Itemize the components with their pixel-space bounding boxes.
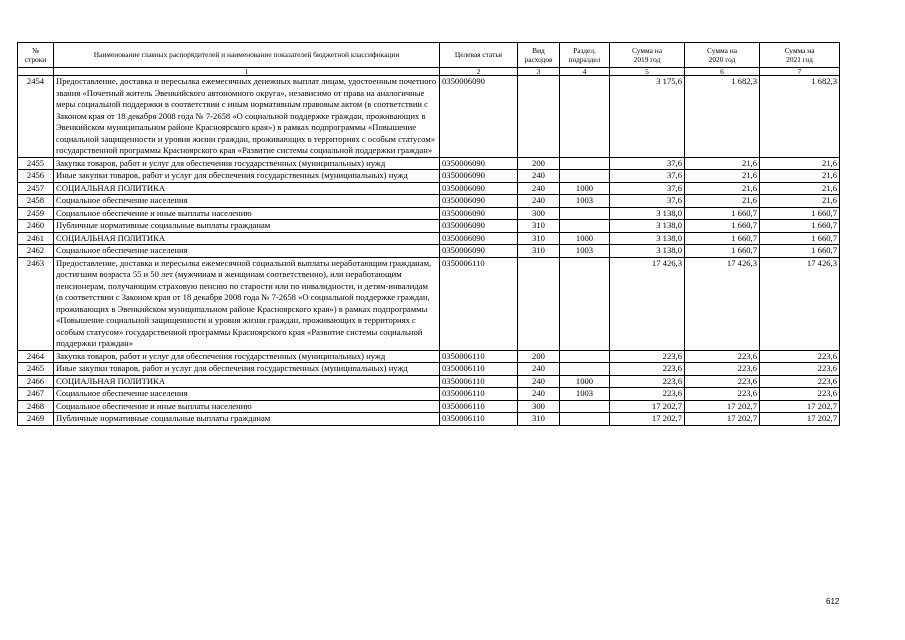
expense-type-cell: 240: [518, 195, 560, 208]
sum-2021-cell: 1 682,3: [760, 76, 840, 158]
sum-2019-cell: 3 138,0: [610, 220, 685, 233]
row-number-cell: 2456: [18, 170, 54, 183]
column-number: 4: [560, 68, 610, 76]
row-name-cell: Закупка товаров, работ и услуг для обеспечения государственных (муниципальных) нужд: [54, 350, 440, 363]
section-cell: 1000: [560, 232, 610, 245]
sum-2020-cell: 223,6: [685, 388, 760, 401]
table-row: [18, 170, 840, 183]
target-article-cell: 0350006090: [440, 245, 518, 258]
page-number: 612: [826, 597, 840, 606]
column-number: 6: [685, 68, 760, 76]
column-number: 1: [54, 68, 440, 76]
row-number-cell: 2461: [18, 232, 54, 245]
row-name-cell: СОЦИАЛЬНАЯ ПОЛИТИКА: [54, 375, 440, 388]
sum-2021-cell: 1 660,7: [760, 245, 840, 258]
sum-2021-cell: 21,6: [760, 170, 840, 183]
sum-2021-cell: 1 660,7: [760, 232, 840, 245]
table-row: [18, 400, 840, 413]
table-row: [18, 245, 840, 258]
sum-2021-cell: 223,6: [760, 388, 840, 401]
sum-2020-cell: 21,6: [685, 170, 760, 183]
row-number-cell: 2464: [18, 350, 54, 363]
section-cell: [560, 76, 610, 158]
expense-type-cell: 300: [518, 400, 560, 413]
sum-2021-cell: 223,6: [760, 375, 840, 388]
budget-table: [17, 42, 840, 426]
sum-2021-cell: 17 426,3: [760, 257, 840, 350]
section-cell: [560, 220, 610, 233]
header-target-article: Целевая статья: [440, 43, 518, 68]
sum-2020-cell: 1 660,7: [685, 245, 760, 258]
sum-2019-cell: 3 138,0: [610, 245, 685, 258]
sum-2020-cell: 223,6: [685, 363, 760, 376]
row-name-cell: Иные закупки товаров, работ и услуг для обеспечения государственных (муниципальных) нужд: [54, 363, 440, 376]
sum-2019-cell: 3 138,0: [610, 207, 685, 220]
target-article-cell: 0350006090: [440, 220, 518, 233]
expense-type-cell: [518, 257, 560, 350]
column-numbers-row: [18, 68, 840, 76]
sum-2020-cell: 21,6: [685, 182, 760, 195]
row-number-cell: 2466: [18, 375, 54, 388]
expense-type-cell: 200: [518, 157, 560, 170]
expense-type-cell: 310: [518, 220, 560, 233]
target-article-cell: 0350006090: [440, 232, 518, 245]
row-name-cell: Иные закупки товаров, работ и услуг для обеспечения государственных (муниципальных) нужд: [54, 170, 440, 183]
header-name: Наименование главных распорядителей и наименование показателей бюджетной классификации: [54, 43, 440, 68]
sum-2021-cell: 17 202,7: [760, 413, 840, 426]
section-cell: 1003: [560, 195, 610, 208]
section-cell: [560, 257, 610, 350]
sum-2019-cell: 37,6: [610, 170, 685, 183]
sum-2019-cell: 223,6: [610, 363, 685, 376]
sum-2021-cell: 21,6: [760, 182, 840, 195]
target-article-cell: 0350006110: [440, 350, 518, 363]
table-body: [18, 76, 840, 426]
row-name-cell: Социальное обеспечение населения: [54, 388, 440, 401]
column-number: 3: [518, 68, 560, 76]
target-article-cell: 0350006110: [440, 400, 518, 413]
sum-2021-cell: 17 202,7: [760, 400, 840, 413]
sum-2020-cell: 1 660,7: [685, 220, 760, 233]
sum-2019-cell: 223,6: [610, 375, 685, 388]
table-row: [18, 388, 840, 401]
sum-2020-cell: 17 202,7: [685, 413, 760, 426]
section-cell: [560, 363, 610, 376]
row-name-cell: Предоставление, доставка и пересылка ежемесячной социальной выплаты неработающим гражданам, достигшим возраста 55 и 50 лет (мужчинам и женщинам соответственно), или неработающим пенсионерам, получающим страховую пенсию по старости или по инвалидности, и детям-инвалидам (в соответствии с Законом края от 18 декабря 2008 года № 7-2658 «О социальной поддержке граждан, проживающих в Эвенкийском муниципальном районе Красноярского края») в рамках подпрограммы «Повышение социальной защищенности и уровня жизни граждан, проживающих в территориях с особым статусом» государственной программы Красноярского края «Развитие системы социальной поддержки граждан»: [54, 257, 440, 350]
row-name-cell: Социальное обеспечение и иные выплаты населению: [54, 400, 440, 413]
row-number-cell: 2459: [18, 207, 54, 220]
expense-type-cell: 240: [518, 388, 560, 401]
sum-2019-cell: 37,6: [610, 195, 685, 208]
row-number-cell: 2469: [18, 413, 54, 426]
section-cell: [560, 157, 610, 170]
header-expense-type: Вид расходов: [518, 43, 560, 68]
section-cell: 1000: [560, 375, 610, 388]
expense-type-cell: 240: [518, 182, 560, 195]
table-row: [18, 363, 840, 376]
sum-2021-cell: 223,6: [760, 350, 840, 363]
sum-2021-cell: 1 660,7: [760, 207, 840, 220]
target-article-cell: 0350006090: [440, 76, 518, 158]
section-cell: [560, 400, 610, 413]
expense-type-cell: 310: [518, 245, 560, 258]
header-sum-2021: Сумма на 2021 год: [760, 43, 840, 68]
table-row: [18, 375, 840, 388]
sum-2019-cell: 37,6: [610, 182, 685, 195]
section-cell: [560, 350, 610, 363]
expense-type-cell: [518, 76, 560, 158]
row-name-cell: СОЦИАЛЬНАЯ ПОЛИТИКА: [54, 232, 440, 245]
sum-2019-cell: 223,6: [610, 388, 685, 401]
table-row: [18, 76, 840, 158]
expense-type-cell: 240: [518, 375, 560, 388]
row-name-cell: Социальное обеспечение населения: [54, 195, 440, 208]
column-number: 7: [760, 68, 840, 76]
section-cell: [560, 413, 610, 426]
row-name-cell: СОЦИАЛЬНАЯ ПОЛИТИКА: [54, 182, 440, 195]
row-number-cell: 2467: [18, 388, 54, 401]
expense-type-cell: 300: [518, 207, 560, 220]
sum-2020-cell: 223,6: [685, 350, 760, 363]
row-name-cell: Социальное обеспечение и иные выплаты населению: [54, 207, 440, 220]
sum-2019-cell: 17 202,7: [610, 413, 685, 426]
section-cell: 1003: [560, 388, 610, 401]
row-number-cell: 2460: [18, 220, 54, 233]
row-number-cell: 2465: [18, 363, 54, 376]
target-article-cell: 0350006110: [440, 375, 518, 388]
row-number-cell: 2455: [18, 157, 54, 170]
row-number-cell: 2468: [18, 400, 54, 413]
row-number-cell: 2458: [18, 195, 54, 208]
target-article-cell: 0350006110: [440, 257, 518, 350]
sum-2021-cell: 223,6: [760, 363, 840, 376]
row-name-cell: Социальное обеспечение населения: [54, 245, 440, 258]
target-article-cell: 0350006090: [440, 195, 518, 208]
table-row: [18, 182, 840, 195]
target-article-cell: 0350006110: [440, 388, 518, 401]
target-article-cell: 0350006090: [440, 207, 518, 220]
table-row: [18, 195, 840, 208]
expense-type-cell: 240: [518, 363, 560, 376]
expense-type-cell: 310: [518, 413, 560, 426]
sum-2019-cell: 3 138,0: [610, 232, 685, 245]
sum-2020-cell: 1 660,7: [685, 207, 760, 220]
header-section: Раздел, подраздел: [560, 43, 610, 68]
header-sum-2019: Сумма на 2019 год: [610, 43, 685, 68]
column-number: 5: [610, 68, 685, 76]
row-number-cell: 2457: [18, 182, 54, 195]
sum-2020-cell: 17 426,3: [685, 257, 760, 350]
table-row: [18, 232, 840, 245]
table-header-row: [18, 43, 840, 68]
target-article-cell: 0350006090: [440, 157, 518, 170]
section-cell: [560, 170, 610, 183]
row-number-cell: 2462: [18, 245, 54, 258]
sum-2020-cell: 1 660,7: [685, 232, 760, 245]
section-cell: [560, 207, 610, 220]
column-number: 2: [440, 68, 518, 76]
sum-2020-cell: 17 202,7: [685, 400, 760, 413]
expense-type-cell: 200: [518, 350, 560, 363]
header-row-number: № строки: [18, 43, 54, 68]
target-article-cell: 0350006110: [440, 363, 518, 376]
sum-2019-cell: 3 175,6: [610, 76, 685, 158]
sum-2019-cell: 37,6: [610, 157, 685, 170]
section-cell: 1003: [560, 245, 610, 258]
sum-2021-cell: 1 660,7: [760, 220, 840, 233]
target-article-cell: 0350006110: [440, 413, 518, 426]
table-row: [18, 257, 840, 350]
header-sum-2020: Сумма на 2020 год: [685, 43, 760, 68]
sum-2020-cell: 1 682,3: [685, 76, 760, 158]
table-row: [18, 157, 840, 170]
table-row: [18, 350, 840, 363]
column-number-blank: [18, 68, 54, 76]
sum-2020-cell: 21,6: [685, 157, 760, 170]
row-name-cell: Публичные нормативные социальные выплаты гражданам: [54, 220, 440, 233]
target-article-cell: 0350006090: [440, 170, 518, 183]
expense-type-cell: 310: [518, 232, 560, 245]
sum-2020-cell: 21,6: [685, 195, 760, 208]
target-article-cell: 0350006090: [440, 182, 518, 195]
sum-2021-cell: 21,6: [760, 195, 840, 208]
table-row: [18, 207, 840, 220]
row-number-cell: 2463: [18, 257, 54, 350]
sum-2021-cell: 21,6: [760, 157, 840, 170]
expense-type-cell: 240: [518, 170, 560, 183]
table-row: [18, 413, 840, 426]
row-name-cell: Публичные нормативные социальные выплаты гражданам: [54, 413, 440, 426]
table-row: [18, 220, 840, 233]
sum-2019-cell: 17 426,3: [610, 257, 685, 350]
sum-2020-cell: 223,6: [685, 375, 760, 388]
row-name-cell: Предоставление, доставка и пересылка ежемесячных денежных выплат лицам, удостоенным почетного звания «Почетный житель Эвенкийского автономного округа», независимо от права на аналогичные меры социальной поддержки в соответствии с иным нормативным правовым актом (в соответствии с Законом края от 18 декабря 2008 года № 7-2658 «О социальной поддержке граждан, проживающих в Эвенкийском муниципальном районе Красноярского края») в рамках подпрограммы «Повышение социальной защищенности и уровня жизни граждан, проживающих в территориях с особым статусом» государственной программы Красноярского края «Развитие системы социальной поддержки граждан»: [54, 76, 440, 158]
row-number-cell: 2454: [18, 76, 54, 158]
sum-2019-cell: 223,6: [610, 350, 685, 363]
row-name-cell: Закупка товаров, работ и услуг для обеспечения государственных (муниципальных) нужд: [54, 157, 440, 170]
section-cell: 1000: [560, 182, 610, 195]
sum-2019-cell: 17 202,7: [610, 400, 685, 413]
